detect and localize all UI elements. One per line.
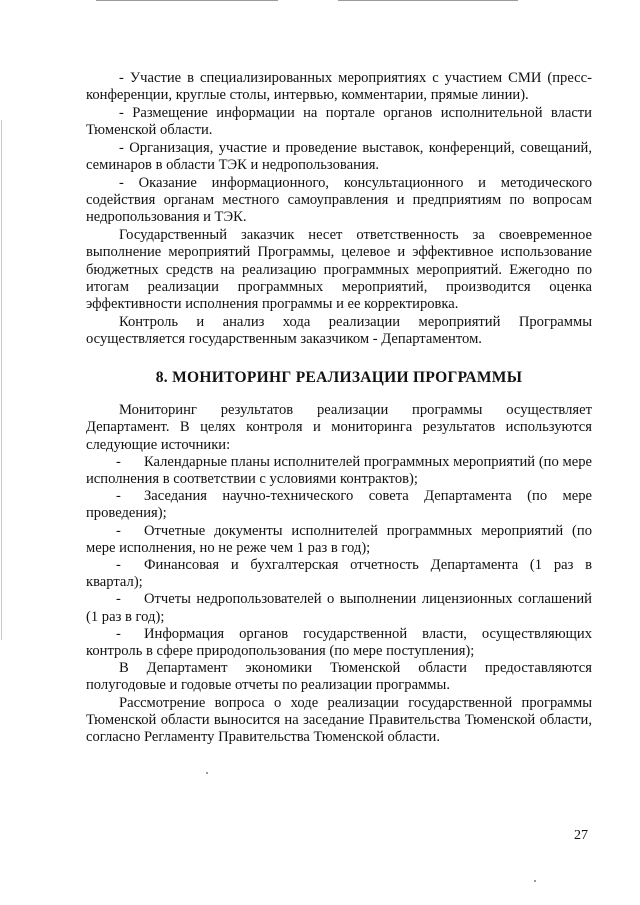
paragraph-exhibitions: - Организация, участие и проведение выставок, конференций, совещаний, семинаров в области ТЭК и недропользования. <box>86 140 592 174</box>
scan-side-edge <box>1 120 2 640</box>
paragraph-consulting: - Оказание информационного, консультационного и методического содействия органам местного самоуправления и предприятиям по вопросам недропользования и ТЭК. <box>86 175 592 226</box>
paragraph-control: Контроль и анализ хода реализации мероприятий Программы осуществляется государственным заказчиком - Департаментом. <box>86 313 592 348</box>
section-title: 8. МОНИТОРИНГ РЕАЛИЗАЦИИ ПРОГРАММЫ <box>155 369 523 387</box>
list-item-text: Календарные планы исполнителей программных мероприятий (по мере исполнения в соответствии с условиями контрактов); <box>86 453 592 488</box>
list-item <box>86 591 592 625</box>
scan-edge-right <box>338 0 518 1</box>
list-dash: - <box>116 557 121 574</box>
page-number: 27 <box>574 828 588 843</box>
list-dash: - <box>116 453 121 470</box>
scan-edge-left <box>96 0 278 1</box>
list-dash: - <box>116 591 121 608</box>
section-intro: Мониторинг результатов реализации программы осуществляет Департамент. В целях контроля и мониторинга результатов используются следующие источники: <box>86 402 592 453</box>
list-dash: - <box>116 625 121 642</box>
list-item-text: Заседания научно-технического совета Департамента (по мере проведения); <box>86 488 592 522</box>
paragraph-government-review: Рассмотрение вопроса о ходе реализации государственной программы Тюменской области выносится на заседание Правительства Тюменской области, согласно Регламенту Правительства Тюменской области. <box>86 694 592 746</box>
paragraph-reports: В Департамент экономики Тюменской области предоставляются полугодовые и годовые отчеты по реализации программы. <box>86 660 592 694</box>
list-item-text: Информация органов государственной власти, осуществляющих контроль в сфере природопользования (по мере поступления); <box>86 625 592 660</box>
paragraph-portal-info: - Размещение информации на портале органов исполнительной власти Тюменской области. <box>86 105 592 139</box>
list-item <box>86 523 592 557</box>
list-item <box>86 454 592 488</box>
scan-speck <box>206 772 208 774</box>
list-dash: - <box>116 488 121 505</box>
list-item <box>86 626 592 660</box>
list-item <box>86 488 592 522</box>
paragraph-media-events: - Участие в специализированных мероприятиях с участием СМИ (пресс-конференции, круглые столы, интервью, комментарии, прямые линии). <box>86 70 592 104</box>
list-item-text: Отчеты недропользователей о выполнении лицензионных соглашений (1 раз в год); <box>86 591 592 625</box>
scan-speck <box>534 880 536 882</box>
list-item <box>86 557 592 591</box>
paragraph-customer-responsibility: Государственный заказчик несет ответственность за своевременное выполнение мероприятий Программы, целевое и эффективное использование бюджетных средств на реализацию программных мероприятий. Ежегодно по итогам реализации программных мероприятий, производится оценка эффективности исполнения программы и ее корректировка. <box>86 227 592 313</box>
list-item-text: Финансовая и бухгалтерская отчетность Департамента (1 раз в квартал); <box>86 557 592 591</box>
list-dash: - <box>116 522 121 539</box>
document-body <box>86 70 592 746</box>
list-item-text: Отчетные документы исполнителей программных мероприятий (по мере исполнения, но не реже чем 1 раз в год); <box>86 522 592 556</box>
